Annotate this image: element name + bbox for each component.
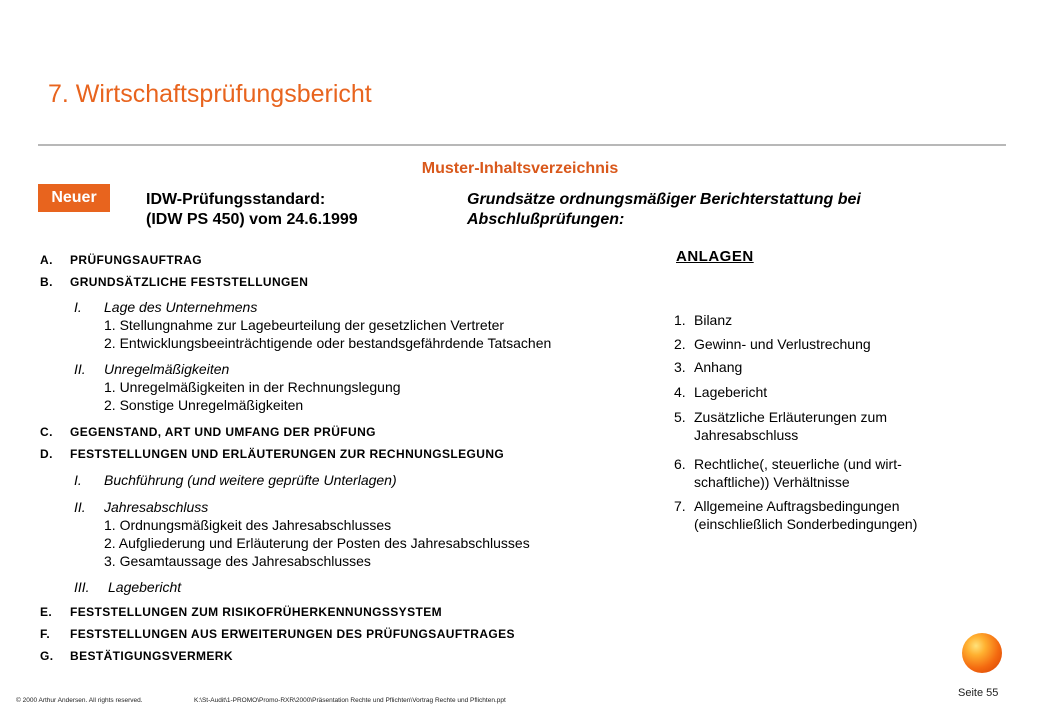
subsection-body xyxy=(104,298,551,352)
subsection-body xyxy=(104,360,401,414)
section-label: FESTSTELLUNGEN UND ERLÄUTERUNGEN ZUR RECHNUNGSLEGUNG xyxy=(70,447,505,461)
anlagen-item-line: Allgemeine Auftragsbedingungen xyxy=(694,498,900,514)
anlagen-item xyxy=(674,335,974,353)
anlagen-item-text xyxy=(694,335,871,353)
toc-section-g xyxy=(40,649,233,663)
section-letter: A. xyxy=(40,253,53,267)
subsection-item: 1. Unregelmäßigkeiten in der Rechnungslegung xyxy=(104,379,401,395)
section-label: BESTÄTIGUNGSVERMERK xyxy=(70,649,233,663)
anlagen-item-line: Rechtliche(, steuerliche (und wirt- xyxy=(694,456,902,472)
toc-section-c xyxy=(40,425,376,439)
anlagen-item-number: 6. xyxy=(674,456,686,472)
anlagen-item xyxy=(674,455,974,491)
anlagen-item-line: (einschließlich Sonderbedingungen) xyxy=(694,516,918,532)
orange-ball-logo xyxy=(962,633,1002,673)
anlagen-item xyxy=(674,383,974,401)
page-number: Seite 55 xyxy=(958,687,999,699)
subsection-body xyxy=(104,498,530,570)
anlagen-item-text xyxy=(694,455,902,491)
section-label: FESTSTELLUNGEN ZUM RISIKOFRÜHERKENNUNGSSYSTEM xyxy=(70,605,443,619)
section-label: GEGENSTAND, ART UND UMFANG DER PRÜFUNG xyxy=(70,425,376,439)
section-letter: F. xyxy=(40,627,51,641)
anlagen-item xyxy=(674,497,974,533)
toc-section-a xyxy=(40,253,202,267)
section-label: FESTSTELLUNGEN AUS ERWEITERUNGEN DES PRÜFUNGSAUFTRAGES xyxy=(70,627,515,641)
section-label: GRUNDSÄTZLICHE FESTSTELLUNGEN xyxy=(70,275,309,289)
toc-subsection-d3 xyxy=(74,578,634,596)
subsection-heading: Buchführung (und weitere geprüfte Unterlagen) xyxy=(104,472,397,488)
anlagen-item xyxy=(674,358,974,376)
anlagen-item-line: Zusätzliche Erläuterungen zum xyxy=(694,409,887,425)
section-letter: D. xyxy=(40,447,53,461)
toc-section-f xyxy=(40,627,515,641)
standard-description xyxy=(467,190,861,230)
subsection-item: 3. Gesamtaussage des Jahresabschlusses xyxy=(104,553,371,569)
anlagen-item-text xyxy=(694,311,732,329)
anlagen-item-number: 3. xyxy=(674,359,686,375)
anlagen-item-text xyxy=(694,408,887,444)
toc-subsection-d1 xyxy=(74,471,634,489)
subsection-numeral: II. xyxy=(74,361,86,377)
anlagen-item xyxy=(674,311,974,329)
subsection-heading: Jahresabschluss xyxy=(104,499,209,515)
standard-desc-line1: Grundsätze ordnungsmäßiger Berichterstattung bei xyxy=(467,191,861,208)
section-letter: E. xyxy=(40,605,53,619)
subsection-item: 2. Aufgliederung und Erläuterung der Posten des Jahresabschlusses xyxy=(104,535,530,551)
anlagen-item xyxy=(674,408,974,444)
title-divider xyxy=(38,144,1006,146)
anlagen-item-line: Gewinn- und Verlustrechung xyxy=(694,336,871,352)
anlagen-item-number: 5. xyxy=(674,409,686,425)
slide-subtitle: Muster-Inhaltsverzeichnis xyxy=(421,160,619,177)
toc-subsection-d2 xyxy=(74,498,634,570)
standard-name-line2: (IDW PS 450) vom 24.6.1999 xyxy=(146,211,358,228)
toc-subsection-b1 xyxy=(74,298,634,352)
file-path: K:\St-Audit\1-PROMO\Promo-RXR\2000\Präsentation Rechte und Pflichten\Vortrag Rechte und Pflichten.ppt xyxy=(194,697,506,704)
anlagen-item-line: schaftliche)) Verhältnisse xyxy=(694,474,850,490)
subsection-heading: Lagebericht xyxy=(108,579,182,595)
toc-section-e xyxy=(40,605,442,619)
subsection-heading: Lage des Unternehmens xyxy=(104,299,258,315)
standard-name-line1: IDW-Prüfungsstandard: xyxy=(146,191,326,208)
toc-section-d xyxy=(40,447,504,461)
anlagen-item-line: Jahresabschluss xyxy=(694,427,799,443)
subsection-numeral: I. xyxy=(74,472,82,488)
subsection-item: 1. Stellungnahme zur Lagebeurteilung der gesetzlichen Vertreter xyxy=(104,317,505,333)
anlagen-item-number: 7. xyxy=(674,498,686,514)
subsection-numeral: II. xyxy=(74,499,86,515)
new-badge: Neuer xyxy=(38,184,110,212)
anlagen-item-number: 1. xyxy=(674,312,686,328)
anlagen-item-line: Anhang xyxy=(694,359,743,375)
section-letter: C. xyxy=(40,425,53,439)
subsection-body xyxy=(108,578,181,596)
toc-section-b xyxy=(40,275,308,289)
subsection-item: 2. Entwicklungsbeeinträchtigende oder bestandsgefährdende Tatsachen xyxy=(104,335,552,351)
section-letter: G. xyxy=(40,649,54,663)
section-letter: B. xyxy=(40,275,53,289)
subsection-numeral: III. xyxy=(74,579,90,595)
anlagen-item-number: 2. xyxy=(674,336,686,352)
anlagen-item-line: Bilanz xyxy=(694,312,733,328)
subsection-item: 1. Ordnungsmäßigkeit des Jahresabschlusses xyxy=(104,517,392,533)
anlagen-item-text xyxy=(694,383,767,401)
copyright-text: © 2000 Arthur Andersen. All rights reserved. xyxy=(16,697,143,704)
subsection-item: 2. Sonstige Unregelmäßigkeiten xyxy=(104,397,304,413)
anlagen-item-number: 4. xyxy=(674,384,686,400)
anlagen-item-text xyxy=(694,497,917,533)
subsection-heading: Unregelmäßigkeiten xyxy=(104,361,230,377)
anlagen-item-line: Lagebericht xyxy=(694,384,768,400)
section-label: PRÜFUNGSAUFTRAG xyxy=(70,253,202,267)
standard-name xyxy=(146,190,358,230)
toc-subsection-b2 xyxy=(74,360,634,414)
anlagen-heading: ANLAGEN xyxy=(676,248,754,265)
subsection-numeral: I. xyxy=(74,299,82,315)
slide-title: 7. Wirtschaftsprüfungsbericht xyxy=(48,80,372,108)
standard-desc-line2: Abschlußprüfungen: xyxy=(467,211,625,228)
anlagen-item-text xyxy=(694,358,742,376)
subsection-body xyxy=(104,471,397,489)
